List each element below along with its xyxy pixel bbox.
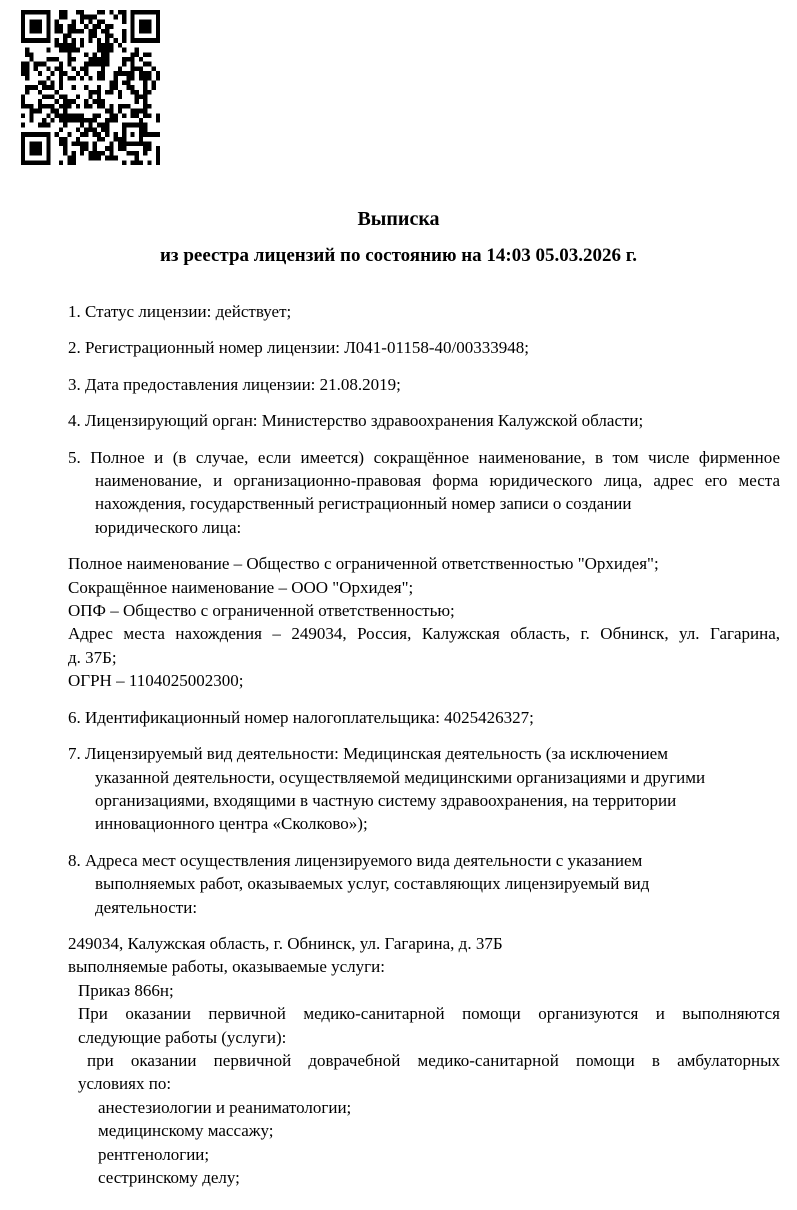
page-title: Выписка [357, 208, 440, 230]
doc-line: юридического лица: [95, 517, 242, 537]
doc-line: выполняемые работы, оказываемые услуги: [68, 957, 385, 977]
doc-line: при оказании первичной доврачебной медико-санитарной помощи в амбулаторных [87, 1050, 780, 1070]
doc-line: 3. Дата предоставления лицензии: 21.08.2019; [68, 374, 401, 394]
doc-line: следующие работы (услуги): [78, 1027, 287, 1047]
doc-paragraph [68, 706, 780, 729]
doc-line: 4. Лицензирующий орган: Министерство здравоохранения Калужской области; [68, 411, 644, 431]
doc-line: ОГРН – 1104025002300; [68, 671, 244, 691]
doc-line: При оказании первичной медико-санитарной помощи организуются и выполняются [78, 1004, 780, 1024]
doc-line: наименование, и организационно-правовая форма юридического лица, адрес его места [95, 471, 780, 491]
doc-line: 1. Статус лицензии: действует; [68, 302, 292, 321]
doc-line: Приказ 866н; [78, 980, 174, 1000]
doc-paragraph [68, 849, 780, 919]
doc-line: сестринскому делу; [98, 1168, 240, 1187]
doc-line: инновационного центра «Сколково»); [95, 814, 368, 834]
doc-line: 8. Адреса мест осуществления лицензируемого вида деятельности с указанием [68, 850, 643, 870]
doc-line: ОПФ – Общество с ограниченной ответственностью; [68, 601, 455, 621]
doc-line: организациями, входящими в частную систему здравоохранения, на территории [95, 790, 677, 810]
doc-line: нахождения, государственный регистрационный номер записи о создании [95, 494, 632, 514]
doc-line: Адрес места нахождения – 249034, Россия, Калужская область, г. Обнинск, ул. Гагарина, [68, 624, 780, 644]
doc-paragraph [68, 336, 780, 359]
page-subtitle: из реестра лицензий по состоянию на 14:03 05.03.2026 г. [159, 245, 637, 266]
document-body [68, 300, 780, 1189]
doc-line: рентгенологии; [98, 1144, 210, 1164]
doc-line: медицинскому массажу; [98, 1121, 274, 1141]
doc-line: анестезиологии и реаниматологии; [98, 1097, 352, 1117]
doc-line: деятельности: [95, 897, 198, 917]
doc-line: Сокращённое наименование – ООО "Орхидея"; [68, 577, 414, 597]
doc-line: выполняемых работ, оказываемых услуг, составляющих лицензируемый вид [95, 874, 650, 894]
doc-line: 6. Идентификационный номер налогоплательщика: 4025426327; [68, 707, 534, 727]
doc-paragraph [68, 409, 780, 432]
qr-code [21, 10, 160, 165]
doc-paragraph [68, 742, 780, 836]
doc-paragraph [68, 300, 780, 323]
doc-line: Полное наименование – Общество с ограниченной ответственностью "Орхидея"; [68, 554, 659, 574]
doc-line: условиях по: [78, 1074, 172, 1094]
doc-line: 2. Регистрационный номер лицензии: Л041-01158-40/00333948; [68, 338, 529, 358]
document-page [0, 10, 797, 1210]
doc-line: д. 37Б; [68, 647, 117, 667]
doc-paragraph [68, 932, 780, 1189]
doc-paragraph [68, 373, 780, 396]
doc-line: 7. Лицензируемый вид деятельности: Медицинская деятельность (за исключением [68, 744, 668, 764]
doc-line: 5. Полное и (в случае, если имеется) сокращённое наименование, в том числе фирменное [68, 447, 780, 467]
doc-paragraph [68, 446, 780, 540]
doc-line: 249034, Калужская область, г. Обнинск, ул. Гагарина, д. 37Б [68, 933, 503, 953]
doc-paragraph [68, 552, 780, 692]
doc-line: указанной деятельности, осуществляемой медицинскими организациями и другими [95, 767, 706, 787]
